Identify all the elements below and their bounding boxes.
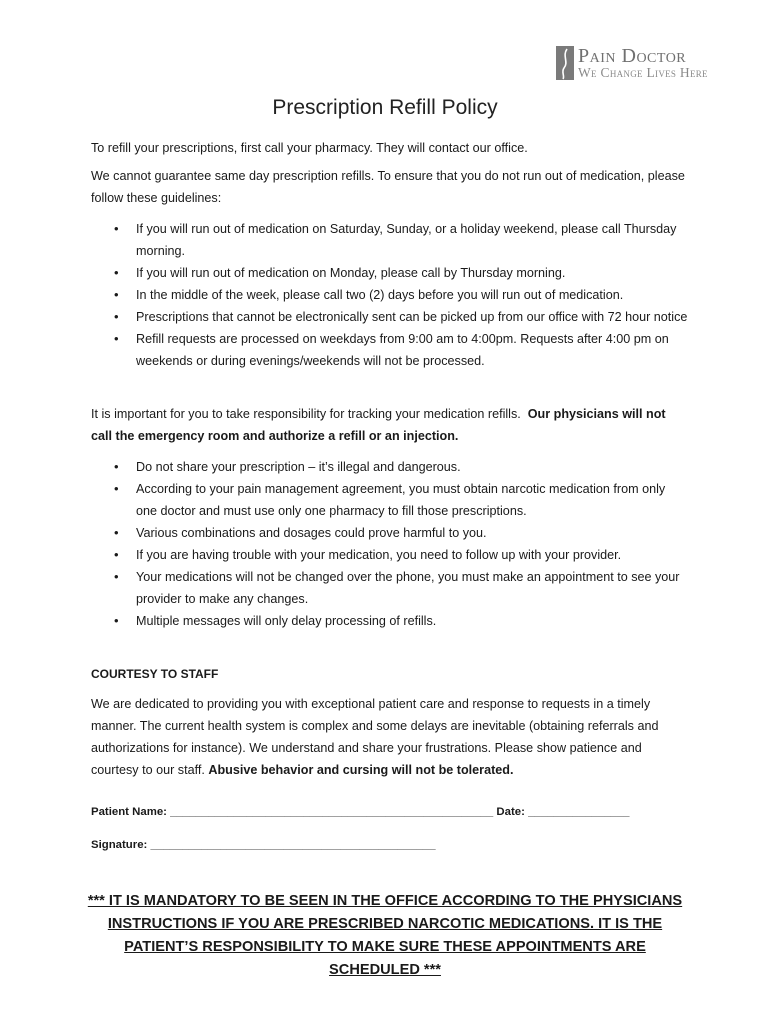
list-item: • Prescriptions that cannot be electronically sent can be picked up from our office with 72 hour notice xyxy=(113,306,688,328)
list-item: • In the middle of the week, please call two (2) days before you will run out of medication. xyxy=(113,284,688,306)
responsibility-paragraph xyxy=(91,403,685,447)
rules-list xyxy=(113,456,688,632)
guidelines-list xyxy=(113,218,688,372)
date-field[interactable]: ________________ xyxy=(528,806,630,818)
date-label: Date: xyxy=(496,806,525,818)
pain-doctor-logo xyxy=(556,46,708,80)
patient-name-field[interactable]: ___________________________________________________ xyxy=(170,806,494,818)
mandatory-notice: *** IT IS MANDATORY TO BE SEEN IN THE OFFICE ACCORDING TO THE PHYSICIANS INSTRUCTIONS IF YOU ARE PRESCRIBED NARCOTIC MEDICATIONS. IT IS THE PATIENT’S RESPONSIBILITY TO MAKE SURE THESE APPOINTMENTS ARE SCHEDULED *** xyxy=(87,893,683,978)
list-item: • If you will run out of medication on Saturday, Sunday, or a holiday weekend, please call Thursday morning. xyxy=(113,218,688,262)
guarantee-paragraph: We cannot guarantee same day prescription refills. To ensure that you do not run out of medication, please follow these guidelines: xyxy=(91,169,685,205)
intro-paragraph: To refill your prescriptions, first call your pharmacy. They will contact our office. xyxy=(91,141,528,155)
list-item: • Multiple messages will only delay processing of refills. xyxy=(113,610,688,632)
signature-label: Signature: xyxy=(91,839,148,851)
patient-name-label: Patient Name: xyxy=(91,806,167,818)
patient-name-row xyxy=(91,804,629,820)
signature-field[interactable]: _____________________________________________ xyxy=(150,839,436,851)
logo-text xyxy=(578,46,708,80)
list-item: • If you are having trouble with your medication, you need to follow up with your provider. xyxy=(113,544,688,566)
signature-row xyxy=(91,837,436,853)
page-title: Prescription Refill Policy xyxy=(272,96,498,119)
responsibility-text: It is important for you to take responsibility for tracking your medication refills. xyxy=(91,407,521,421)
courtesy-bold: Abusive behavior and cursing will not be tolerated. xyxy=(208,763,514,777)
list-item: • If you will run out of medication on Monday, please call by Thursday morning. xyxy=(113,262,688,284)
courtesy-heading: COURTESY TO STAFF xyxy=(91,667,219,681)
logo-name: Pain Doctor xyxy=(578,45,687,67)
responsibility-bold: Our physicians will not call the emergency room and authorize a refill or an injection. xyxy=(91,407,666,443)
courtesy-paragraph xyxy=(91,693,685,781)
courtesy-text: We are dedicated to providing you with exceptional patient care and response to requests in a timely manner. The current health system is complex and some delays are inevitable (obtaining referrals and authorizations for instance). We understand and share your frustrations. Please show patience and courtesy to our staff. xyxy=(91,697,659,777)
list-item: • Do not share your prescription – it’s illegal and dangerous. xyxy=(113,456,688,478)
logo-tagline: We Change Lives Here xyxy=(578,65,708,80)
list-item: • Various combinations and dosages could prove harmful to you. xyxy=(113,522,688,544)
logo-mark-icon xyxy=(556,46,574,80)
list-item: • Refill requests are processed on weekdays from 9:00 am to 4:00pm. Requests after 4:00 pm on weekends or during evenings/weekends will not be processed. xyxy=(113,328,688,372)
list-item: • According to your pain management agreement, you must obtain narcotic medication from only one doctor and must use only one pharmacy to fill those prescriptions. xyxy=(113,478,688,522)
list-item: • Your medications will not be changed over the phone, you must make an appointment to see your provider to make any changes. xyxy=(113,566,688,610)
